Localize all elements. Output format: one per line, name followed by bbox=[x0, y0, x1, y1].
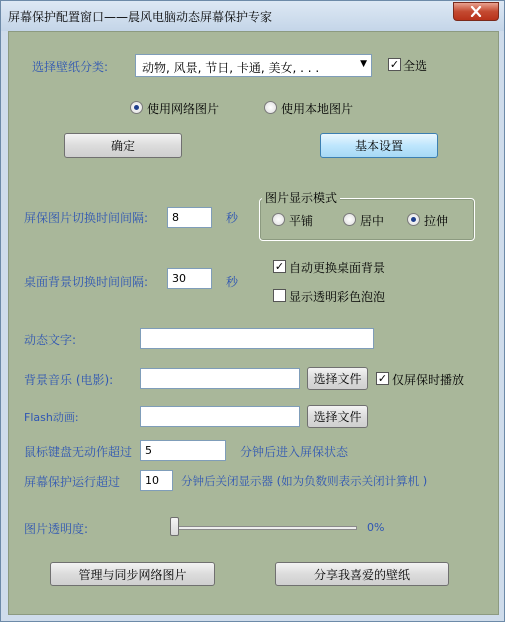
chevron-down-icon: ▼ bbox=[360, 59, 367, 69]
flash-input[interactable] bbox=[140, 406, 300, 427]
mode-center-label: 居中 bbox=[360, 214, 385, 228]
settings-panel bbox=[8, 31, 499, 615]
mode-tile-radio[interactable] bbox=[272, 213, 285, 226]
flash-label: Flash动画: bbox=[24, 411, 79, 424]
auto-change-label: 自动更换桌面背景 bbox=[289, 261, 386, 275]
bubbles-checkbox[interactable] bbox=[273, 289, 286, 302]
share-wallpaper-button[interactable]: 分享我喜爱的壁纸 bbox=[275, 562, 449, 586]
opacity-slider-thumb[interactable] bbox=[170, 517, 179, 536]
basic-settings-button[interactable]: 基本设置 bbox=[320, 133, 438, 158]
select-all-checkbox[interactable] bbox=[388, 58, 401, 71]
use-network-radio[interactable] bbox=[130, 101, 143, 114]
title-bar bbox=[1, 1, 504, 31]
only-screensaver-label: 仅屏保时播放 bbox=[392, 373, 465, 387]
checkmark-icon: ✓ bbox=[377, 372, 388, 385]
desktop-interval-unit: 秒 bbox=[226, 275, 239, 289]
mode-stretch-label: 拉伸 bbox=[424, 214, 449, 228]
use-local-label: 使用本地图片 bbox=[281, 102, 354, 116]
idle-suffix: 分钟后进入屏保状态 bbox=[240, 445, 349, 459]
choose-flash-button[interactable]: 选择文件 bbox=[307, 405, 368, 428]
wallpaper-category-select[interactable] bbox=[135, 54, 372, 77]
switch-interval-input[interactable]: 8 bbox=[167, 207, 212, 228]
auto-change-checkbox[interactable] bbox=[273, 260, 286, 273]
wallpaper-category-value: 动物, 风景, 节日, 卡通, 美女, . . . bbox=[142, 61, 320, 75]
runtime-input[interactable]: 10 bbox=[140, 470, 173, 491]
ok-button[interactable]: 确定 bbox=[64, 133, 182, 158]
opacity-label: 图片透明度: bbox=[24, 522, 89, 536]
checkmark-icon: ✓ bbox=[274, 260, 285, 273]
only-screensaver-checkbox[interactable] bbox=[376, 372, 389, 385]
close-icon bbox=[470, 6, 482, 17]
runtime-suffix: 分钟后关闭显示器 (如为负数则表示关闭计算机 ) bbox=[181, 474, 428, 488]
switch-interval-label: 屏保图片切换时间间隔: bbox=[24, 211, 149, 225]
switch-interval-unit: 秒 bbox=[226, 211, 239, 225]
bubbles-label: 显示透明彩色泡泡 bbox=[289, 290, 386, 304]
close-button[interactable] bbox=[453, 2, 499, 21]
dynamic-text-input[interactable] bbox=[140, 328, 374, 349]
runtime-label: 屏幕保护运行超过 bbox=[24, 475, 121, 489]
opacity-slider-track[interactable] bbox=[171, 526, 357, 530]
mode-tile-label: 平铺 bbox=[289, 214, 314, 228]
idle-label: 鼠标键盘无动作超过 bbox=[24, 445, 133, 459]
checkmark-icon: ✓ bbox=[389, 58, 400, 71]
window-title: 屏幕保护配置窗口——晨风电脑动态屏幕保护专家 bbox=[8, 10, 273, 24]
desktop-interval-input[interactable]: 30 bbox=[167, 268, 212, 289]
mode-stretch-radio[interactable] bbox=[407, 213, 420, 226]
mode-center-radio[interactable] bbox=[343, 213, 356, 226]
display-mode-title: 图片显示模式 bbox=[262, 189, 340, 206]
music-input[interactable] bbox=[140, 368, 300, 389]
wallpaper-category-label: 选择壁纸分类: bbox=[32, 60, 109, 74]
use-local-radio[interactable] bbox=[264, 101, 277, 114]
select-all-label: 全选 bbox=[403, 59, 428, 73]
idle-input[interactable]: 5 bbox=[140, 440, 226, 461]
manage-sync-button[interactable]: 管理与同步网络图片 bbox=[50, 562, 215, 586]
desktop-interval-label: 桌面背景切换时间间隔: bbox=[24, 275, 149, 289]
opacity-value: 0% bbox=[367, 521, 385, 534]
use-network-label: 使用网络图片 bbox=[147, 102, 220, 116]
music-label: 背景音乐 (电影): bbox=[24, 373, 114, 387]
dynamic-text-label: 动态文字: bbox=[24, 333, 77, 347]
choose-music-button[interactable]: 选择文件 bbox=[307, 367, 368, 390]
